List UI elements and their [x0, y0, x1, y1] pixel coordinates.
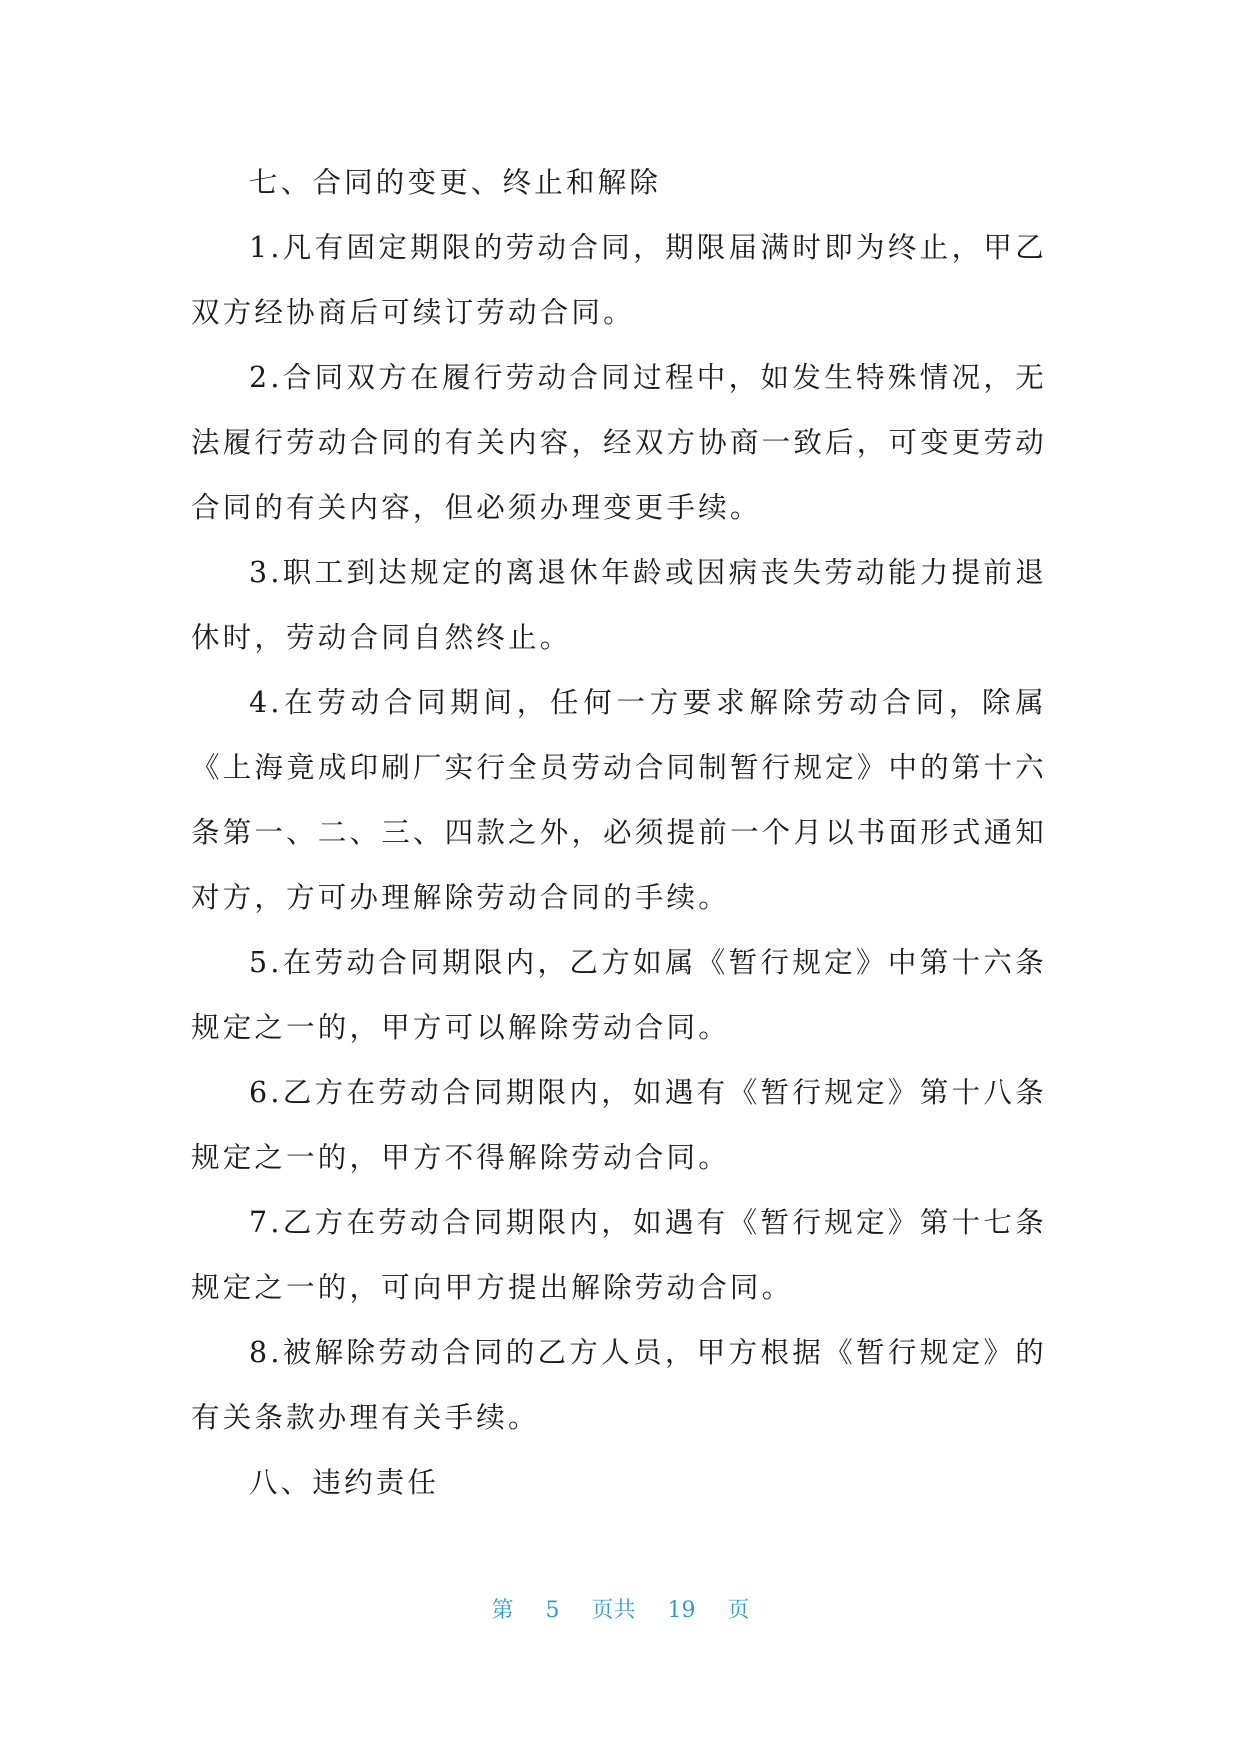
clause-4: 4.在劳动合同期间，任何一方要求解除劳动合同，除属《上海竟成印刷厂实行全员劳动合同制暂行规定》中的第十六条第一、二、三、四款之外，必须提前一个月以书面形式通知对方，方可办理解除劳动合同的手续。 — [191, 686, 1047, 914]
footer-middle: 页共 — [591, 1598, 636, 1623]
clause-1: 1.凡有固定期限的劳动合同，期限届满时即为终止，甲乙双方经协商后可续订劳动合同。 — [191, 231, 1047, 329]
section-heading-8: 八、违约责任 — [249, 1466, 440, 1499]
footer-total-pages: 19 — [667, 1598, 696, 1623]
clause-7: 7.乙方在劳动合同期限内，如遇有《暂行规定》第十七条规定之一的，可向甲方提出解除劳动合同。 — [191, 1206, 1047, 1304]
clause-5: 5.在劳动合同期限内，乙方如属《暂行规定》中第十六条规定之一的，甲方可以解除劳动合同。 — [191, 946, 1047, 1044]
footer-prefix: 第 — [491, 1598, 514, 1623]
clause-8: 8.被解除劳动合同的乙方人员，甲方根据《暂行规定》的有关条款办理有关手续。 — [191, 1336, 1047, 1434]
document-body — [191, 150, 1047, 1515]
footer-suffix: 页 — [727, 1598, 750, 1623]
clause-3: 3.职工到达规定的离退休年龄或因病丧失劳动能力提前退休时，劳动合同自然终止。 — [191, 556, 1047, 654]
page-footer — [0, 1596, 1241, 1626]
clause-2: 2.合同双方在履行劳动合同过程中，如发生特殊情况，无法履行劳动合同的有关内容，经双方协商一致后，可变更劳动合同的有关内容，但必须办理变更手续。 — [191, 361, 1047, 524]
footer-current-page: 5 — [545, 1598, 560, 1623]
clause-6: 6.乙方在劳动合同期限内，如遇有《暂行规定》第十八条规定之一的，甲方不得解除劳动合同。 — [191, 1076, 1047, 1174]
section-heading-7: 七、合同的变更、终止和解除 — [249, 166, 662, 199]
